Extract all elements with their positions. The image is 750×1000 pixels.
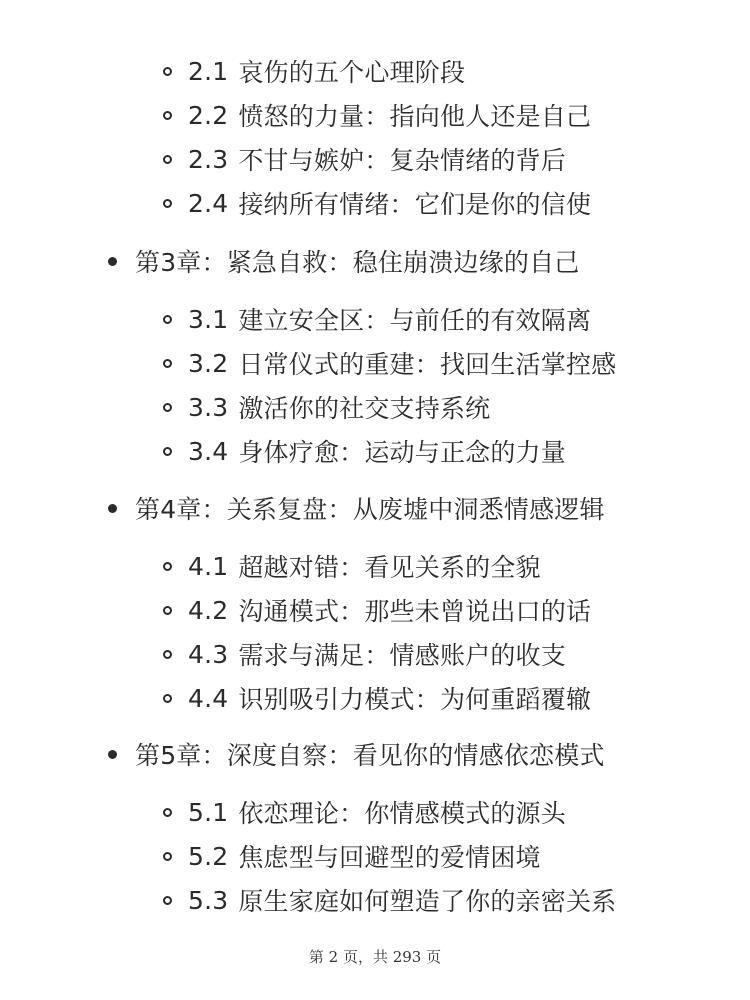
section-number: 5.1 xyxy=(188,797,229,827)
section-number: 4.1 xyxy=(188,551,229,581)
circle-bullet-icon xyxy=(163,67,172,76)
section-title: 沟通模式：那些未曾说出口的话 xyxy=(238,597,592,626)
circle-bullet-icon xyxy=(163,562,172,571)
section-number: 2.1 xyxy=(188,56,229,86)
section-number: 2.4 xyxy=(188,188,229,218)
section-title: 接纳所有情绪：它们是你的信使 xyxy=(238,190,592,219)
toc-section-2-1[interactable] xyxy=(163,49,465,93)
toc-section-5-1[interactable] xyxy=(163,790,566,834)
toc-section-4-1[interactable] xyxy=(163,544,541,588)
circle-bullet-icon xyxy=(163,155,172,164)
section-title: 依恋理论：你情感模式的源头 xyxy=(238,799,566,828)
section-title: 日常仪式的重建：找回生活掌控感 xyxy=(238,350,617,379)
section-title: 需求与满足：情感账户的收支 xyxy=(238,641,566,670)
chapter-title: 第3章：紧急自救：稳住崩溃边缘的自己 xyxy=(135,248,580,277)
section-number: 4.4 xyxy=(188,683,229,713)
section-number: 3.1 xyxy=(188,304,229,334)
section-title: 超越对错：看见关系的全貌 xyxy=(238,553,541,582)
section-title: 不甘与嫉妒：复杂情绪的背后 xyxy=(238,146,566,175)
section-number: 2.2 xyxy=(188,100,229,130)
toc-section-2-4[interactable] xyxy=(163,181,591,225)
toc-section-2-2[interactable] xyxy=(163,93,591,137)
section-number: 3.2 xyxy=(188,348,229,378)
circle-bullet-icon xyxy=(163,447,172,456)
circle-bullet-icon xyxy=(163,199,172,208)
chapter-title: 第5章：深度自察：看见你的情感依恋模式 xyxy=(135,741,605,770)
toc-section-3-1[interactable] xyxy=(163,297,591,341)
toc-section-3-2[interactable] xyxy=(163,341,616,385)
circle-bullet-icon xyxy=(163,694,172,703)
circle-bullet-icon xyxy=(163,896,172,905)
circle-bullet-icon xyxy=(163,359,172,368)
section-title: 激活你的社交支持系统 xyxy=(238,394,491,423)
section-title: 原生家庭如何塑造了你的亲密关系 xyxy=(238,887,617,916)
section-title: 哀伤的五个心理阶段 xyxy=(238,58,466,87)
toc-section-4-2[interactable] xyxy=(163,588,591,632)
toc-section-3-4[interactable] xyxy=(163,429,566,473)
section-number: 5.3 xyxy=(188,885,229,915)
toc-section-5-2[interactable] xyxy=(163,834,541,878)
toc-section-5-3[interactable] xyxy=(163,878,616,922)
section-title: 识别吸引力模式：为何重蹈覆辙 xyxy=(238,685,592,714)
section-title: 愤怒的力量：指向他人还是自己 xyxy=(238,102,592,131)
section-title: 建立安全区：与前任的有效隔离 xyxy=(238,306,592,335)
toc-chapter-3[interactable] xyxy=(108,239,580,283)
section-number: 4.3 xyxy=(188,639,229,669)
disc-bullet-icon xyxy=(108,257,117,266)
circle-bullet-icon xyxy=(163,315,172,324)
section-number: 3.4 xyxy=(188,436,229,466)
toc-chapter-5[interactable] xyxy=(108,732,605,776)
section-title: 身体疗愈：运动与正念的力量 xyxy=(238,438,566,467)
toc-section-2-3[interactable] xyxy=(163,137,566,181)
circle-bullet-icon xyxy=(163,650,172,659)
chapter-title: 第4章：关系复盘：从废墟中洞悉情感逻辑 xyxy=(135,495,605,524)
page-number-footer: 第 2 页，共 293 页 xyxy=(308,948,442,966)
section-number: 2.3 xyxy=(188,144,229,174)
section-number: 4.2 xyxy=(188,595,229,625)
circle-bullet-icon xyxy=(163,808,172,817)
section-number: 5.2 xyxy=(188,841,229,871)
section-number: 3.3 xyxy=(188,392,229,422)
disc-bullet-icon xyxy=(108,750,117,759)
circle-bullet-icon xyxy=(163,606,172,615)
toc-section-4-4[interactable] xyxy=(163,676,591,720)
circle-bullet-icon xyxy=(163,852,172,861)
toc-section-3-3[interactable] xyxy=(163,385,490,429)
section-title: 焦虑型与回避型的爱情困境 xyxy=(238,843,541,872)
circle-bullet-icon xyxy=(163,403,172,412)
circle-bullet-icon xyxy=(163,111,172,120)
disc-bullet-icon xyxy=(108,504,117,513)
toc-chapter-4[interactable] xyxy=(108,486,605,530)
toc-section-4-3[interactable] xyxy=(163,632,566,676)
